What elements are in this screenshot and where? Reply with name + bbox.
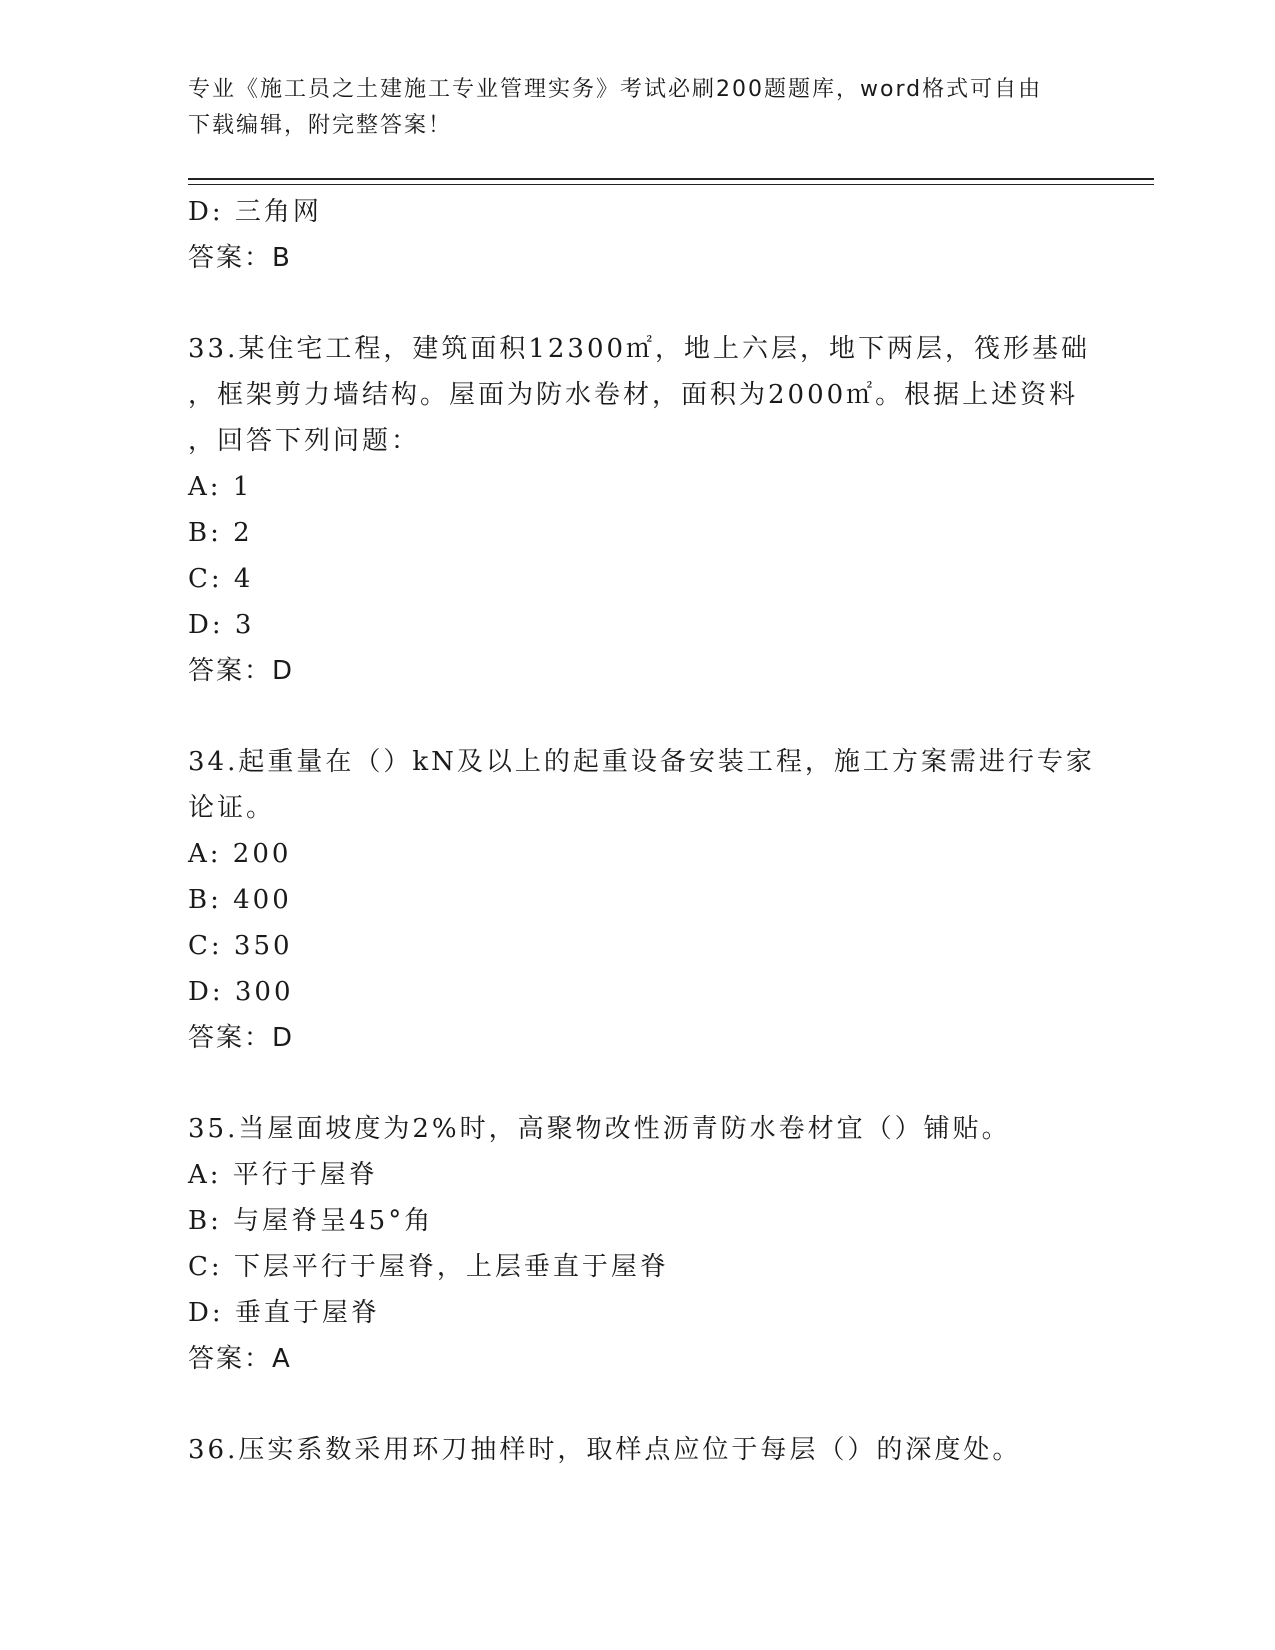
- option-b: B: 2: [188, 518, 253, 548]
- spacer: [188, 1061, 1088, 1106]
- option-c: C: 350: [188, 931, 293, 961]
- question-text-line: 33.某住宅工程，建筑面积12300㎡，地上六层，地下两层，筏形基础: [188, 334, 1091, 364]
- option-d: D: 3: [188, 610, 255, 640]
- option-a: A: 1: [188, 472, 253, 502]
- header-rule-thick: [188, 178, 1154, 180]
- header-rule-thin: [188, 184, 1154, 185]
- option-c: C: 4: [188, 564, 254, 594]
- spacer: [188, 694, 1088, 739]
- answer-line: 答案：B: [188, 243, 292, 273]
- option-c: C: 下层平行于屋脊，上层垂直于屋脊: [188, 1252, 669, 1282]
- option-a: A: 平行于屋脊: [188, 1160, 378, 1190]
- answer-line: 答案：D: [188, 656, 295, 686]
- option-a: A: 200: [188, 839, 292, 869]
- option-b: B: 400: [188, 885, 292, 915]
- question-34: [188, 739, 1095, 1061]
- question-text-line: 34.起重量在（）kN及以上的起重设备安装工程，施工方案需进行专家: [188, 747, 1095, 777]
- question-text-line: ，框架剪力墙结构。屋面为防水卷材，面积为2000㎡。根据上述资料: [188, 380, 1079, 410]
- question-text-line: 35.当屋面坡度为2%时，高聚物改性沥青防水卷材宜（）铺贴。: [188, 1114, 1011, 1144]
- question-content: [188, 189, 1095, 1473]
- option-b: B: 与屋脊呈45°角: [188, 1206, 434, 1236]
- question-text-line: ，回答下列问题：: [188, 426, 421, 456]
- option-d: D: 300: [188, 977, 294, 1007]
- document-header: [188, 72, 1068, 144]
- question-35: [188, 1106, 1088, 1382]
- question-text-line: 论证。: [188, 793, 276, 823]
- option-d: D: 垂直于屋脊: [188, 1298, 380, 1328]
- spacer: [188, 1382, 1088, 1427]
- answer-line: 答案：A: [188, 1344, 292, 1374]
- header-line-1: 专业《施工员之土建施工专业管理实务》考试必刷200题题库，word格式可自由: [188, 77, 1043, 102]
- option-line: D: 三角网: [188, 197, 322, 227]
- question-text-line: 36.压实系数采用环刀抽样时，取样点应位于每层（）的深度处。: [188, 1435, 1022, 1465]
- header-line-2: 下载编辑，附完整答案！: [188, 113, 453, 138]
- spacer: [188, 281, 1088, 326]
- question-33: [188, 326, 1091, 694]
- question-36: [188, 1427, 1088, 1473]
- answer-line: 答案：D: [188, 1023, 295, 1053]
